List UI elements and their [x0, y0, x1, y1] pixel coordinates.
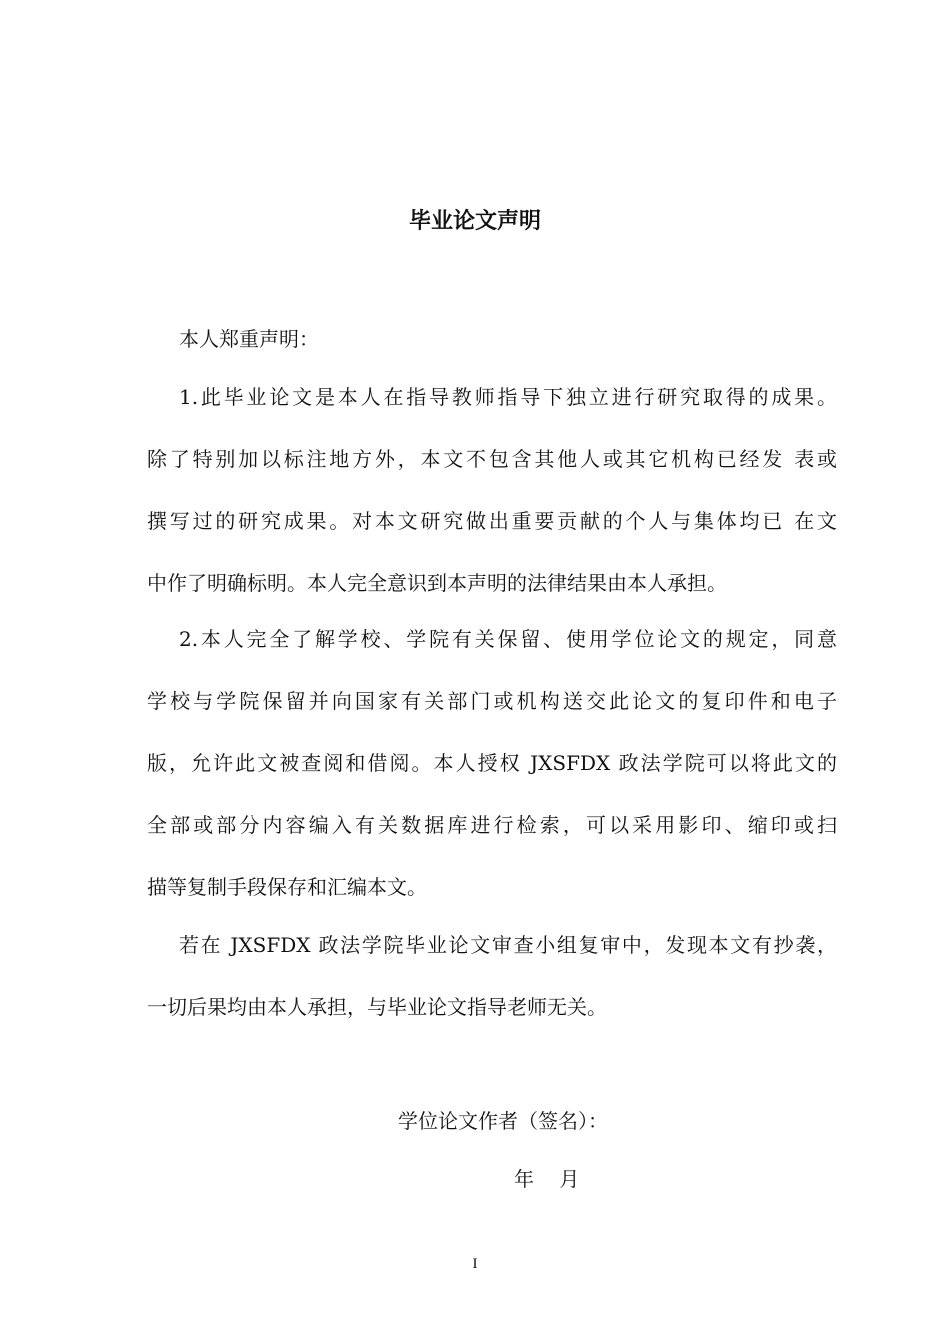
signature-label: 学位论文作者（签名）： [398, 1109, 608, 1133]
page-number: I [472, 1256, 478, 1272]
paragraph-1-line-1: 1.此毕业论文是本人在指导教师指导下独立进行研究取得的成果。 [179, 385, 837, 409]
signature-date: 年 月 [514, 1167, 580, 1191]
paragraph-1-line-3: 撰写过的研究成果。对本文研究做出重要贡献的个人与集体均已 在文 [147, 509, 837, 533]
paragraph-3-line-2: 一切后果均由本人承担，与毕业论文指导老师无关。 [147, 995, 607, 1019]
paragraph-3-line-1: 若在 JXSFDX 政法学院毕业论文审查小组复审中，发现本文有抄袭， [179, 933, 837, 957]
paragraph-2-line-2: 学校与学院保留并向国家有关部门或机构送交此论文的复印件和电子 [147, 689, 837, 713]
paragraph-2-line-3: 版，允许此文被查阅和借阅。本人授权 JXSFDX 政法学院可以将此文的 [147, 751, 837, 775]
paragraph-2-line-4: 全部或部分内容编入有关数据库进行检索，可以采用影印、缩印或扫 [147, 813, 837, 837]
paragraph-1-line-4: 中作了明确标明。本人完全意识到本声明的法律结果由本人承担。 [147, 571, 727, 595]
paragraph-1-line-2: 除了特别加以标注地方外，本文不包含其他人或其它机构已经发 表或 [147, 447, 837, 471]
paragraph-2-line-1: 2.本人完全了解学校、学院有关保留、使用学位论文的规定，同意 [179, 627, 837, 651]
document-title: 毕业论文声明 [408, 209, 541, 234]
paragraph-2-line-5: 描等复制手段保存和汇编本文。 [147, 875, 427, 899]
declaration-intro: 本人郑重声明： [179, 327, 319, 351]
